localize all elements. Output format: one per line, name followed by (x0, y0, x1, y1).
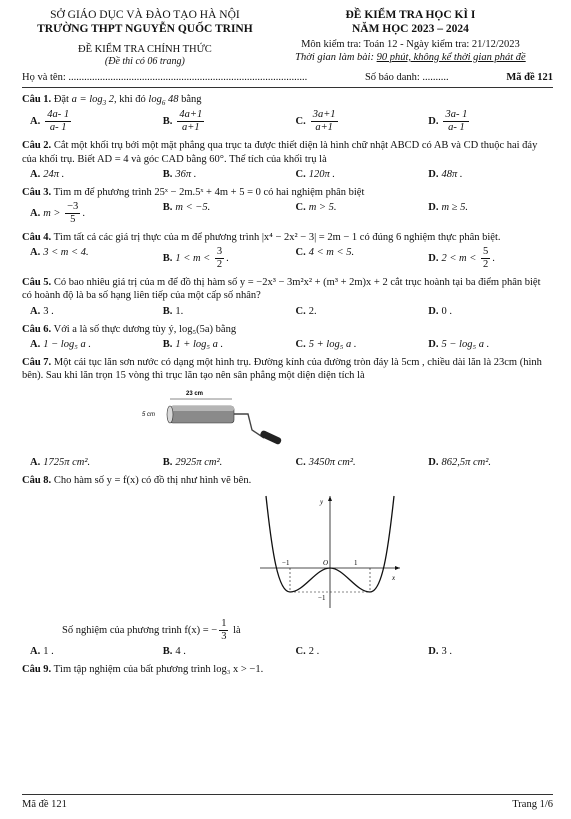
q2-option-c[interactable] (288, 168, 421, 181)
option-key: A. (30, 457, 41, 469)
q8-options (22, 645, 553, 658)
option-text: 5 − log₅ a . (441, 338, 490, 350)
q4-option-d[interactable] (420, 246, 553, 271)
footer-exam-code: Mã đề 121 (22, 799, 67, 810)
option-key: D. (428, 253, 439, 265)
fraction-den: 2 (216, 259, 223, 271)
q3-options (22, 201, 553, 226)
fraction-num: 5 (481, 246, 490, 259)
option-key: C. (295, 457, 306, 469)
q7-option-d[interactable] (420, 456, 553, 469)
function-graph (254, 492, 406, 612)
fraction-num: 4a- 1 (45, 109, 71, 122)
option-fraction (215, 246, 224, 271)
roller-handle (259, 430, 282, 446)
header-rule (22, 87, 553, 88)
option-text: 48π . (441, 168, 463, 180)
fraction-num: 1 (219, 618, 228, 631)
department-name: SỞ GIÁO DỤC VÀ ĐÀO TẠO HÀ NỘI (50, 9, 240, 21)
option-text: 1 . (43, 645, 54, 657)
q2-options (22, 168, 553, 181)
q1-expr2-main: log (148, 93, 162, 105)
option-text: 2. (308, 305, 317, 317)
option-key: A. (30, 645, 41, 657)
footer-page-number: Trang 1/6 (512, 799, 553, 810)
q3-option-a[interactable] (22, 201, 155, 226)
q8-option-a[interactable] (22, 645, 155, 658)
q3-label: Câu 3. (22, 186, 52, 198)
q4-option-a[interactable] (22, 246, 155, 271)
q8-subquestion (62, 618, 553, 643)
option-text: 2 . (308, 645, 320, 657)
pages-note: (Đề thi có 06 trang) (104, 55, 185, 67)
q8-text: Cho hàm số y = f(x) có đồ thị như hình vẽ bên. (51, 475, 252, 487)
name-field (22, 71, 307, 84)
sbd-field (365, 71, 449, 84)
option-key: A. (30, 338, 41, 350)
q1-option-d[interactable] (420, 109, 553, 134)
fraction-num: 3a- 1 (443, 109, 469, 122)
option-key: C. (295, 201, 306, 213)
roller-length-label: 23 cm (186, 391, 204, 398)
q7-text: Một cái tục lăn sơn nước có dạng một hình trụ. Đường kính của đường tròn đáy là 5cm , chiều dài lăn là 23cm (hình bên). Sau khi lăn trọn 15 vòng thì trục lăn tạo nên sân phẳng một diện diện tích là (22, 356, 542, 382)
time-value: 90 phút, không kể thời gian phát đề (376, 51, 526, 63)
option-text: 4 < m < 5. (308, 247, 355, 259)
name-label: Họ và tên: (22, 72, 69, 84)
school-name: TRƯỜNG THPT NGUYỄN QUỐC TRINH (37, 23, 253, 36)
question-6 (22, 323, 553, 351)
q2-option-d[interactable] (420, 168, 553, 181)
option-text: 3450π cm². (308, 457, 356, 469)
q1-text-c: bằng (178, 93, 202, 105)
q7-option-c[interactable] (288, 456, 421, 469)
q1-label: Câu 1. (22, 93, 52, 105)
q7-option-a[interactable] (22, 456, 155, 469)
question-7 (22, 356, 553, 470)
option-key: B. (162, 338, 173, 350)
fraction-num: 4a+1 (177, 109, 204, 122)
option-text: 1. (175, 305, 184, 317)
q4-text: Tìm tất cả các giá trị thực của m để phương trình |x⁴ − 2x² − 3| = 2m − 1 có đúng 6 nghiệm thực phân biệt. (51, 232, 501, 244)
option-text: 1 − log₅ a . (43, 338, 91, 350)
q6-text: Với a là số thực dương tùy ý, log₅(5a) bằng (51, 323, 237, 335)
roller-highlight (170, 406, 234, 411)
q3-option-b[interactable] (155, 201, 288, 226)
paint-roller-figure (140, 386, 290, 450)
time-prefix: Thời gian làm bài: (295, 51, 377, 63)
roller-end-cap (167, 406, 173, 423)
option-key: B. (162, 645, 173, 657)
name-dots: ........................................................................................... (68, 72, 308, 84)
option-text: 862,5π cm². (441, 457, 491, 469)
q2-option-a[interactable] (22, 168, 155, 181)
option-text: 120π . (308, 168, 335, 180)
option-fraction (443, 109, 469, 134)
page-footer (22, 794, 553, 811)
q4-options (22, 246, 553, 271)
option-suffix: . (82, 207, 85, 219)
q1-options (22, 109, 553, 134)
option-text: 5 + log₅ a . (308, 338, 357, 350)
q1-text-a: Đặt (51, 93, 72, 105)
q8-option-c[interactable] (288, 645, 421, 658)
student-info-line (22, 71, 553, 84)
fraction-den: 3 (221, 630, 227, 642)
option-key: D. (428, 338, 439, 350)
exam-header (22, 8, 553, 68)
q1-expr-sub: 3 (102, 98, 107, 107)
tick-label-y-neg1: −1 (318, 593, 326, 602)
fraction-den: 2 (482, 259, 489, 271)
roller-diameter-label: 5 cm (142, 412, 156, 419)
option-key: D. (428, 457, 439, 469)
q5-label: Câu 5. (22, 277, 52, 289)
q6-option-a[interactable] (22, 338, 155, 351)
q1-expr2-sub: 6 (161, 98, 166, 107)
header-right (268, 8, 553, 68)
roller-frame (234, 414, 264, 438)
q9-text: Tìm tập nghiệm của bất phương trình log₃ x > −1. (51, 663, 264, 675)
question-5 (22, 276, 553, 317)
q3-option-d[interactable] (420, 201, 553, 226)
question-2 (22, 139, 553, 180)
option-key: D. (428, 201, 439, 213)
q6-option-b[interactable] (155, 338, 288, 351)
q1-option-b[interactable] (155, 109, 288, 134)
option-suffix: . (492, 253, 495, 265)
fraction-num: 3a+1 (311, 109, 338, 122)
option-text: m > (43, 207, 64, 219)
q1-expr (72, 94, 114, 105)
question-9 (22, 663, 553, 676)
q6-label: Câu 6. (22, 323, 52, 335)
option-suffix: . (226, 253, 229, 265)
option-text: 3 . (441, 645, 452, 657)
q7-option-b[interactable] (155, 456, 288, 469)
option-key: D. (428, 305, 439, 317)
q5-text: Có bao nhiêu giá trị của m để đồ thị hàm số y = −2x³ − 3m²x² + (m³ + 2m)x + 2 cắt trục hoành tại ba điểm phân biệt có hoành độ là ba số hạng liên tiếp của một cấp số nhân? (22, 277, 541, 302)
y-axis-label: y (320, 497, 324, 506)
subject-date: Môn kiểm tra: Toán 12 - Ngày kiểm tra: 21/12/2023 (301, 38, 520, 50)
option-key: B. (162, 201, 173, 213)
origin-label: O (323, 558, 329, 567)
official-label: ĐỀ KIỂM TRA CHÍNH THỨC (78, 43, 212, 55)
q2-text: Cắt một khối trụ bởi một mặt phẳng qua trục ta được thiết diện là hình chữ nhật ABCD có AB và CD thuộc hai đáy của khối trụ. Biết AD = 4 và góc CAD bằng 60°. Thể tích của khối trụ là (22, 140, 538, 165)
q5-option-d[interactable] (420, 305, 553, 318)
q5-option-b[interactable] (155, 305, 288, 318)
option-text: 36π . (175, 168, 197, 180)
option-key: A. (30, 207, 41, 219)
question-4 (22, 231, 553, 271)
q9-label: Câu 9. (22, 663, 52, 675)
option-key: D. (428, 645, 439, 657)
fraction-num: −3 (65, 201, 80, 214)
option-key: A. (30, 305, 41, 317)
fraction-den: a- 1 (448, 122, 465, 134)
fraction-den: a- 1 (49, 122, 67, 134)
q5-option-a[interactable] (22, 305, 155, 318)
option-key: B. (162, 305, 173, 317)
q5-option-c[interactable] (288, 305, 421, 318)
option-key: B. (162, 116, 173, 128)
q2-label: Câu 2. (22, 140, 52, 152)
exam-title: ĐỀ KIỂM TRA HỌC KÌ I (345, 9, 476, 21)
option-text: 1 + log₅ a . (175, 338, 224, 350)
option-key: B. (162, 168, 173, 180)
option-key: D. (428, 168, 439, 180)
q3-option-c[interactable] (288, 201, 421, 226)
x-axis-arrow (395, 566, 400, 570)
sbd-dots: .......... (422, 72, 449, 84)
fraction-den: 5 (70, 214, 76, 226)
option-text: 4 . (175, 645, 186, 657)
q1-expr-main: a = log (71, 93, 103, 105)
option-text: 24π . (43, 168, 65, 180)
question-8 (22, 474, 553, 658)
q2-option-b[interactable] (155, 168, 288, 181)
q1-expr2-tail: 48 (165, 93, 179, 105)
time-note (268, 51, 553, 64)
q7-label: Câu 7. (22, 356, 52, 368)
option-key: A. (30, 168, 41, 180)
option-fraction (481, 246, 490, 271)
q6-option-c[interactable] (288, 338, 421, 351)
option-key: B. (162, 253, 173, 265)
q8-sub-suffix: là (230, 624, 241, 636)
q4-option-c[interactable] (288, 246, 421, 271)
option-key: C. (295, 305, 306, 317)
q8-label: Câu 8. (22, 475, 52, 487)
option-key: A. (30, 247, 41, 259)
option-text: 1725π cm². (43, 457, 91, 469)
tick-label-neg1: −1 (282, 558, 290, 567)
option-text: 3 . (43, 305, 54, 317)
option-text: m < −5. (175, 201, 211, 213)
q8-fraction (219, 618, 228, 643)
option-key: C. (295, 645, 306, 657)
q3-text: Tìm m để phương trình 25ˣ − 2m.5ˣ + 4m + 5 = 0 có hai nghiệm phân biệt (51, 186, 365, 198)
q5-options (22, 305, 553, 318)
exam-code: Mã đề 121 (506, 72, 553, 84)
option-key: C. (295, 338, 306, 350)
question-1 (22, 93, 553, 135)
option-fraction (177, 109, 204, 134)
option-key: C. (295, 247, 306, 259)
q1-expr-tail: 2 (106, 93, 114, 105)
option-key: B. (162, 457, 173, 469)
question-3 (22, 186, 553, 226)
header-left (22, 8, 268, 68)
option-text: 1 < m < (175, 253, 213, 265)
school-year: NĂM HỌC 2023 – 2024 (351, 23, 469, 36)
option-fraction (65, 201, 80, 226)
option-text: m > 5. (308, 201, 337, 213)
option-text: 2925π cm². (175, 457, 223, 469)
y-axis-arrow (328, 496, 332, 501)
q6-options (22, 338, 553, 351)
fraction-num: 3 (215, 246, 224, 259)
q1-expr2 (148, 94, 178, 105)
q4-label: Câu 4. (22, 232, 52, 244)
sbd-label: Số báo danh: (364, 72, 423, 84)
q8-sub-text: Số nghiệm của phương trình f(x) = − (62, 624, 218, 636)
option-text: 0 . (441, 305, 452, 317)
option-fraction (311, 109, 338, 134)
q1-option-a[interactable] (22, 109, 155, 134)
q1-text-b: , khi đó (114, 93, 149, 105)
fraction-den: a+1 (182, 122, 200, 134)
q6-option-d[interactable] (420, 338, 553, 351)
q7-options (22, 456, 553, 469)
option-key: C. (295, 168, 306, 180)
q4-option-b[interactable] (155, 246, 288, 271)
option-key: D. (428, 116, 439, 128)
x-axis-label: x (392, 573, 396, 582)
q8-option-d[interactable] (420, 645, 553, 658)
option-text: 2 < m < (441, 253, 479, 265)
option-text: 3 < m < 4. (43, 247, 89, 259)
option-text: m ≥ 5. (441, 201, 468, 213)
q1-option-c[interactable] (288, 109, 421, 134)
tick-label-1: 1 (354, 558, 358, 567)
q8-option-b[interactable] (155, 645, 288, 658)
fraction-den: a+1 (315, 122, 333, 134)
option-key: C. (295, 116, 306, 128)
option-key: A. (30, 116, 41, 128)
option-fraction (45, 109, 71, 134)
